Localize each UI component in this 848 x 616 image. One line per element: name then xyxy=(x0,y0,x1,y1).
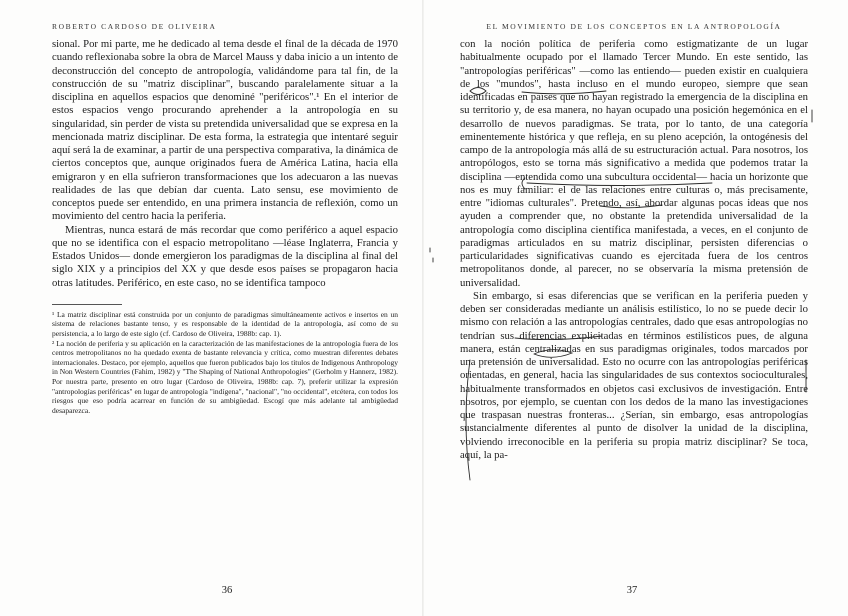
left-paragraph-1: sional. Por mi parte, me he dedicado al tema desde el final de la década de 1970 cuando reflexionaba sobre la obra de Marcel Mauss y daba inicio a un intento de deconstrucción del concepto de antropología, validándome para tal fin, de la construcción de su "matriz disciplinar", buscando paralelamente situar a la disciplina en aquellos espacios que denominé "periféricos".¹ En el interior de estos espacios vengo procurando aprehender a la antropología en su singularidad, sin perder de vista su pretendida universalidad que se expresa en la mencionada matriz disciplinar. De esta forma, la estrategia que intentaré seguir aquí será la de examinar, a partir de una perspectiva comparativa, la dinámica de ciertos conceptos que, aunque originados fuera de América Latina, hacia ella emigraron y en ella sufrieron transformaciones que los adecuaron a las nuevas realidades de las que debían dar cuenta. Lato sensu, ese movimiento de conceptos puede ser entendido, en una primera instancia de reflexión, como un movimiento del centro hacia la periferia. xyxy=(52,38,398,223)
left-body-text xyxy=(52,38,398,290)
right-paragraph-1: con la noción política de periferia como estigmatizante de un lugar habitualmente ocupado por el llamado Tercer Mundo. En este sentido, las "antropologías periféricas" —como las entiendo— pueden existir en cualquiera de los "mundos", hasta incluso en el mundo europeo, siempre que sean identificadas en países que no hayan registrado la emergencia de la disciplina en su territorio y, de esa manera, no hayan ocupado una posición hegemónica en el desarrollo de nuevos paradigmas. Se trata, por lo tanto, de una categoría eminentemente histórica y que refleja, en su pleno acepción, la ontogénesis del campo de la antropología más allá de su estructuración actual. Para nosotros, los antropólogos, esto se torna más significativo a medida que podemos tratar la disciplina —entendida como una subcultura occidental— hacia un horizonte que nos es muy familiar: el de las relaciones entre culturas o, más precisamente, entre "idiomas culturales". Pretendo, así, abordar algunas pocas ideas que nos ayuden a comprender que, no obstante la pretendida universalidad de la antropología como disciplina científica manifestada, a veces, en el conjunto de paradigmas articulados en su matriz disciplinar, persisten diferencias o particularidades significativas cuando es ejercitada fuera de los centros metropolitanos donde, al parecer, no se observaría la misma pretensión de universalidad. xyxy=(460,38,808,289)
page-number-right: 37 xyxy=(626,585,638,596)
running-head-left: ROBERTO CARDOSO DE OLIVEIRA xyxy=(52,22,217,31)
footnote-divider xyxy=(52,304,122,305)
running-head-right: EL MOVIMIENTO DE LOS CONCEPTOS EN LA ANTROPOLOGÍA xyxy=(486,22,782,31)
footnote-2: ² La noción de periferia y su aplicación en la caracterización de las manifestaciones de la antropología fuera de los centros metropolitanos no ha quedado exenta de bastante relevancia y crítica, como muestran diferentes debates internacionales. Destaco, por ejemplo, aquellos que fueron publicados bajo los títulos de Indigenous Anthropology in Non Western Countries (Fahim, 1982) y "The Shaping of National Anthropologies" (Gerholm y Hannerz, 1982). Por nuestra parte, presento en otro lugar (Cardoso de Oliveira, 1988b: cap. 7), preferir utilizar la expresión "antropologías periféricas" en lugar de antropología "indígena", "nacional", "no occidental", etcétera, con todos los riesgos que eso podría acarrear en función de su ambigüedad. Escogí que más adelante tal ambigüedad desaparezca. xyxy=(52,338,398,415)
right-body-text xyxy=(460,38,808,462)
left-paragraph-2: Mientras, nunca estará de más recordar que como periférico a aquel espacio que no se identifica con el espacio metropolitano —léase Inglaterra, Francia y Estados Unidos— donde emergieron los paradigmas de la disciplina al final del siglo XIX y a principios del XX y que desde esos países se propagaron hacia otras latitudes. Periférico, en este caso, no se identifica tampoco xyxy=(52,223,398,289)
page-number-left: 36 xyxy=(221,585,233,596)
right-paragraph-2: Sin embargo, si esas diferencias que se verifican en la periferia pueden y deben ser consideradas mediante un análisis estilístico, lo no se puede decir lo mismo con relación a las antropologías centrales, dado que esas antropologías no tendrían sus diferencias explicitadas en términos estilísticos pues, de alguna manera, están centralizadas en sus paradigmas originales, todos marcados por una pretensión de universalidad. Esto no ocurre con las antropologías periféricas orientadas, en general, hacia las singularidades de sus contextos socioculturales, habitualmente transformados en objetos casi exclusivos de investigación. Entre nosotros, por ejemplo, se cuentan con los dedos de la mano las investigaciones que traspasan nuestras fronteras... ¿Serían, sin embargo, esas antropologías sustancialmente diferentes al punto de disolver la unidad de la disciplina, volviendo irreconocible en la periferia su propia matriz disciplinar? Se toca, aquí, la pa- xyxy=(460,289,808,461)
footnote-1: ¹ La matriz disciplinar está construida por un conjunto de paradigmas simultáneamente activos e insertos en un sistema de relaciones bastante tenso, y es responsable de la identidad de la antropología, así como de su persistencia, a lo largo de este siglo (cf. Cardoso de Oliveira, 1988b: cap. 1). xyxy=(52,309,398,338)
right-page xyxy=(424,0,848,616)
footnotes xyxy=(52,310,398,416)
